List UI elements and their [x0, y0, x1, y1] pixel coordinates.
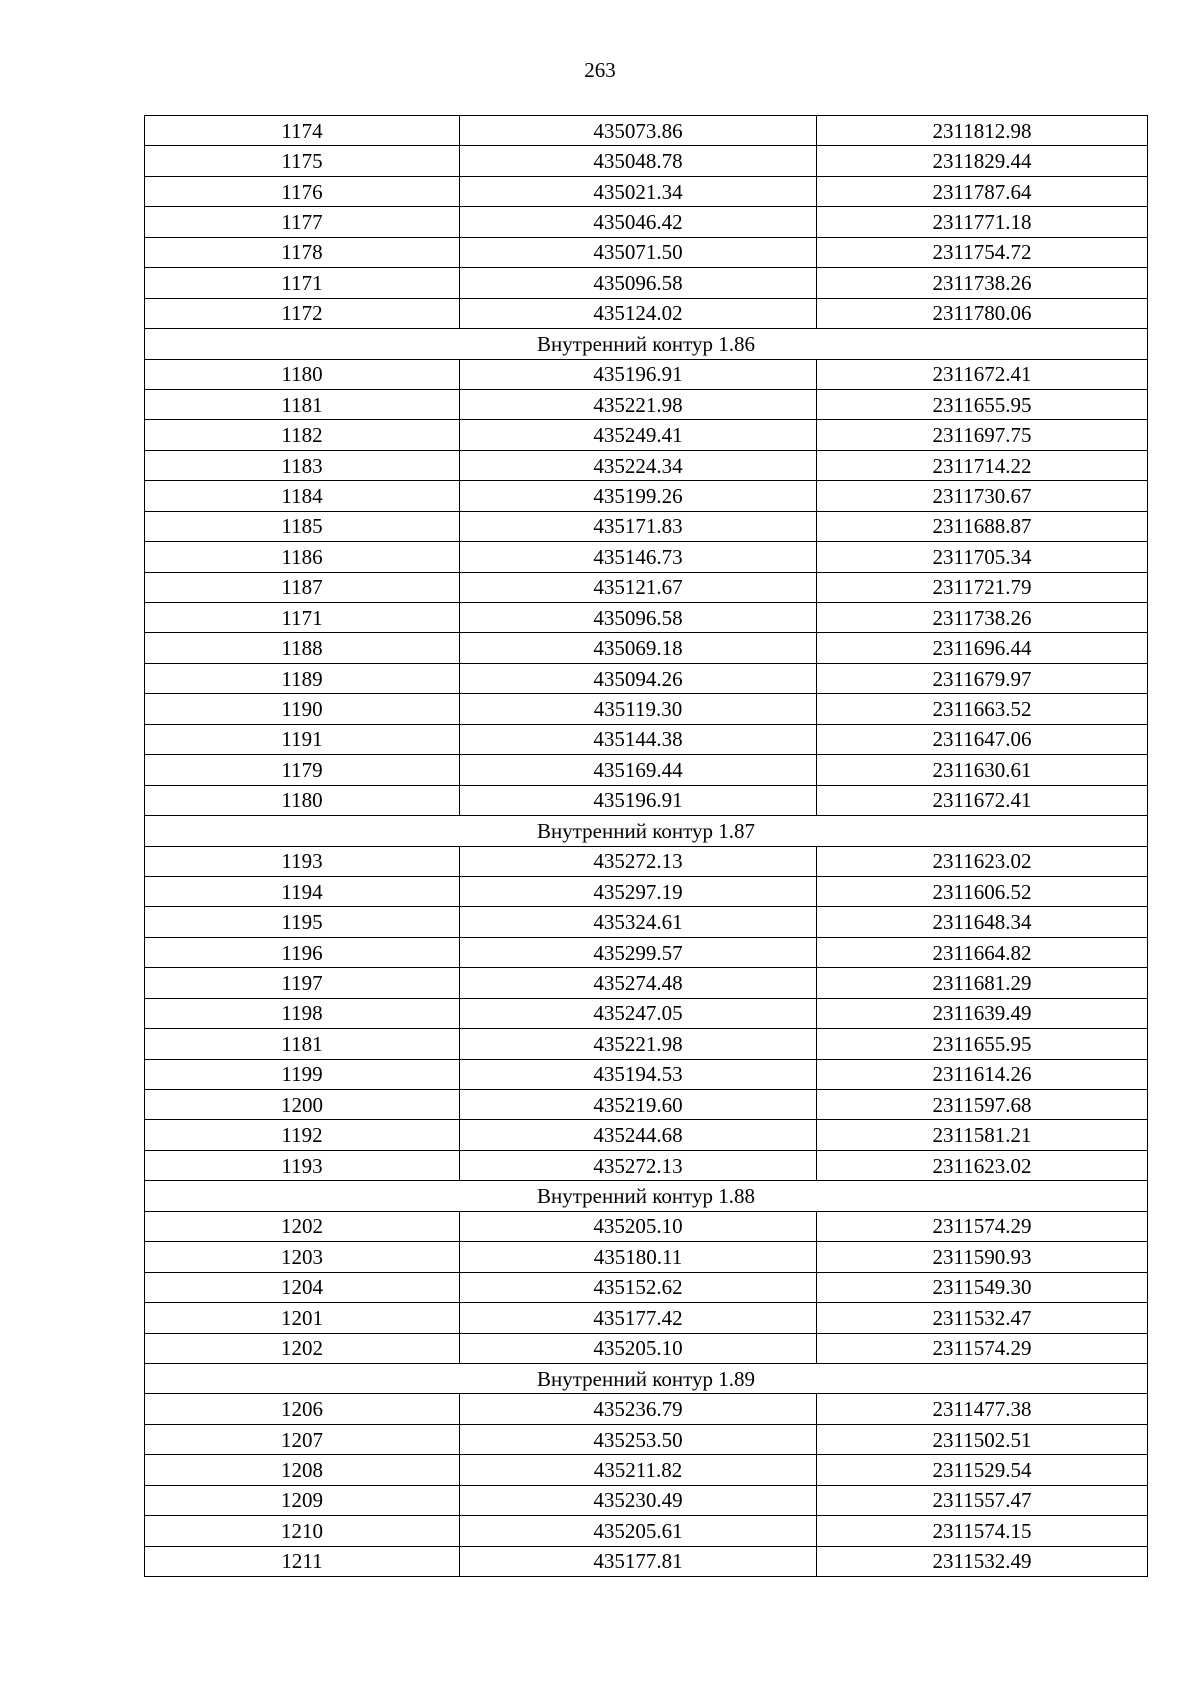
x-coordinate-cell: 435048.78 [460, 146, 817, 176]
x-coordinate-cell: 435221.98 [460, 1029, 817, 1059]
x-coordinate-cell: 435121.67 [460, 572, 817, 602]
point-number-cell: 1196 [145, 937, 460, 967]
y-coordinate-cell: 2311663.52 [817, 694, 1148, 724]
table-row [145, 755, 1148, 785]
point-number-cell: 1211 [145, 1546, 460, 1576]
y-coordinate-cell: 2311697.75 [817, 420, 1148, 450]
x-coordinate-cell: 435177.81 [460, 1546, 817, 1576]
x-coordinate-cell: 435224.34 [460, 450, 817, 480]
y-coordinate-cell: 2311738.26 [817, 603, 1148, 633]
table-row [145, 1333, 1148, 1363]
table-row [145, 998, 1148, 1028]
point-number-cell: 1177 [145, 207, 460, 237]
point-number-cell: 1185 [145, 511, 460, 541]
point-number-cell: 1193 [145, 1150, 460, 1180]
y-coordinate-cell: 2311581.21 [817, 1120, 1148, 1150]
table-row [145, 207, 1148, 237]
x-coordinate-cell: 435146.73 [460, 542, 817, 572]
x-coordinate-cell: 435046.42 [460, 207, 817, 237]
point-number-cell: 1190 [145, 694, 460, 724]
point-number-cell: 1176 [145, 176, 460, 206]
x-coordinate-cell: 435096.58 [460, 603, 817, 633]
point-number-cell: 1171 [145, 268, 460, 298]
table-row [145, 1394, 1148, 1424]
y-coordinate-cell: 2311529.54 [817, 1455, 1148, 1485]
point-number-cell: 1202 [145, 1333, 460, 1363]
section-title: Внутренний контур 1.89 [145, 1363, 1148, 1393]
section-header-row [145, 1363, 1148, 1393]
point-number-cell: 1200 [145, 1090, 460, 1120]
x-coordinate-cell: 435205.61 [460, 1516, 817, 1546]
table-row [145, 1059, 1148, 1089]
point-number-cell: 1210 [145, 1516, 460, 1546]
y-coordinate-cell: 2311787.64 [817, 176, 1148, 206]
section-title: Внутренний контур 1.87 [145, 816, 1148, 846]
section-header-row [145, 329, 1148, 359]
table-row [145, 937, 1148, 967]
x-coordinate-cell: 435274.48 [460, 968, 817, 998]
y-coordinate-cell: 2311574.29 [817, 1211, 1148, 1241]
table-row [145, 1516, 1148, 1546]
table-row [145, 1485, 1148, 1515]
point-number-cell: 1182 [145, 420, 460, 450]
x-coordinate-cell: 435194.53 [460, 1059, 817, 1089]
coordinates-table-body [145, 116, 1148, 1577]
x-coordinate-cell: 435119.30 [460, 694, 817, 724]
y-coordinate-cell: 2311590.93 [817, 1242, 1148, 1272]
table-row [145, 542, 1148, 572]
point-number-cell: 1208 [145, 1455, 460, 1485]
point-number-cell: 1188 [145, 633, 460, 663]
table-row [145, 968, 1148, 998]
section-title: Внутренний контур 1.86 [145, 329, 1148, 359]
point-number-cell: 1194 [145, 876, 460, 906]
table-row [145, 572, 1148, 602]
table-row [145, 1211, 1148, 1241]
table-row [145, 389, 1148, 419]
x-coordinate-cell: 435244.68 [460, 1120, 817, 1150]
y-coordinate-cell: 2311549.30 [817, 1272, 1148, 1302]
x-coordinate-cell: 435177.42 [460, 1303, 817, 1333]
y-coordinate-cell: 2311623.02 [817, 846, 1148, 876]
y-coordinate-cell: 2311614.26 [817, 1059, 1148, 1089]
y-coordinate-cell: 2311771.18 [817, 207, 1148, 237]
x-coordinate-cell: 435236.79 [460, 1394, 817, 1424]
section-header-row [145, 816, 1148, 846]
point-number-cell: 1180 [145, 359, 460, 389]
point-number-cell: 1179 [145, 755, 460, 785]
point-number-cell: 1201 [145, 1303, 460, 1333]
y-coordinate-cell: 2311696.44 [817, 633, 1148, 663]
y-coordinate-cell: 2311647.06 [817, 724, 1148, 754]
point-number-cell: 1198 [145, 998, 460, 1028]
table-row [145, 1120, 1148, 1150]
point-number-cell: 1207 [145, 1424, 460, 1454]
point-number-cell: 1180 [145, 785, 460, 815]
y-coordinate-cell: 2311812.98 [817, 116, 1148, 146]
x-coordinate-cell: 435211.82 [460, 1455, 817, 1485]
table-row [145, 1029, 1148, 1059]
x-coordinate-cell: 435152.62 [460, 1272, 817, 1302]
x-coordinate-cell: 435230.49 [460, 1485, 817, 1515]
y-coordinate-cell: 2311532.47 [817, 1303, 1148, 1333]
table-row [145, 176, 1148, 206]
y-coordinate-cell: 2311477.38 [817, 1394, 1148, 1424]
y-coordinate-cell: 2311664.82 [817, 937, 1148, 967]
table-row [145, 1303, 1148, 1333]
x-coordinate-cell: 435169.44 [460, 755, 817, 785]
y-coordinate-cell: 2311714.22 [817, 450, 1148, 480]
table-row [145, 116, 1148, 146]
point-number-cell: 1183 [145, 450, 460, 480]
point-number-cell: 1189 [145, 663, 460, 693]
y-coordinate-cell: 2311672.41 [817, 785, 1148, 815]
x-coordinate-cell: 435199.26 [460, 481, 817, 511]
x-coordinate-cell: 435096.58 [460, 268, 817, 298]
x-coordinate-cell: 435124.02 [460, 298, 817, 328]
point-number-cell: 1203 [145, 1242, 460, 1272]
table-row [145, 785, 1148, 815]
y-coordinate-cell: 2311648.34 [817, 907, 1148, 937]
x-coordinate-cell: 435297.19 [460, 876, 817, 906]
x-coordinate-cell: 435180.11 [460, 1242, 817, 1272]
table-row [145, 1150, 1148, 1180]
x-coordinate-cell: 435071.50 [460, 237, 817, 267]
y-coordinate-cell: 2311623.02 [817, 1150, 1148, 1180]
point-number-cell: 1184 [145, 481, 460, 511]
y-coordinate-cell: 2311655.95 [817, 1029, 1148, 1059]
table-row [145, 146, 1148, 176]
point-number-cell: 1172 [145, 298, 460, 328]
x-coordinate-cell: 435299.57 [460, 937, 817, 967]
y-coordinate-cell: 2311688.87 [817, 511, 1148, 541]
point-number-cell: 1187 [145, 572, 460, 602]
point-number-cell: 1191 [145, 724, 460, 754]
y-coordinate-cell: 2311574.15 [817, 1516, 1148, 1546]
y-coordinate-cell: 2311681.29 [817, 968, 1148, 998]
table-row [145, 663, 1148, 693]
table-row [145, 359, 1148, 389]
point-number-cell: 1197 [145, 968, 460, 998]
table-row [145, 633, 1148, 663]
x-coordinate-cell: 435272.13 [460, 846, 817, 876]
y-coordinate-cell: 2311705.34 [817, 542, 1148, 572]
y-coordinate-cell: 2311606.52 [817, 876, 1148, 906]
page-number: 263 [584, 58, 616, 82]
table-row [145, 603, 1148, 633]
x-coordinate-cell: 435069.18 [460, 633, 817, 663]
table-row [145, 511, 1148, 541]
y-coordinate-cell: 2311721.79 [817, 572, 1148, 602]
x-coordinate-cell: 435221.98 [460, 389, 817, 419]
y-coordinate-cell: 2311672.41 [817, 359, 1148, 389]
y-coordinate-cell: 2311655.95 [817, 389, 1148, 419]
x-coordinate-cell: 435094.26 [460, 663, 817, 693]
point-number-cell: 1195 [145, 907, 460, 937]
table-row [145, 1090, 1148, 1120]
point-number-cell: 1175 [145, 146, 460, 176]
table-row [145, 420, 1148, 450]
point-number-cell: 1192 [145, 1120, 460, 1150]
table-row [145, 694, 1148, 724]
y-coordinate-cell: 2311574.29 [817, 1333, 1148, 1363]
y-coordinate-cell: 2311502.51 [817, 1424, 1148, 1454]
y-coordinate-cell: 2311730.67 [817, 481, 1148, 511]
point-number-cell: 1181 [145, 389, 460, 419]
x-coordinate-cell: 435205.10 [460, 1333, 817, 1363]
x-coordinate-cell: 435247.05 [460, 998, 817, 1028]
table-row [145, 1424, 1148, 1454]
y-coordinate-cell: 2311557.47 [817, 1485, 1148, 1515]
table-row [145, 237, 1148, 267]
table-row [145, 481, 1148, 511]
coordinates-table [144, 115, 1148, 1577]
y-coordinate-cell: 2311754.72 [817, 237, 1148, 267]
point-number-cell: 1209 [145, 1485, 460, 1515]
table-row [145, 268, 1148, 298]
x-coordinate-cell: 435171.83 [460, 511, 817, 541]
x-coordinate-cell: 435219.60 [460, 1090, 817, 1120]
x-coordinate-cell: 435324.61 [460, 907, 817, 937]
y-coordinate-cell: 2311829.44 [817, 146, 1148, 176]
y-coordinate-cell: 2311630.61 [817, 755, 1148, 785]
x-coordinate-cell: 435144.38 [460, 724, 817, 754]
x-coordinate-cell: 435196.91 [460, 785, 817, 815]
point-number-cell: 1206 [145, 1394, 460, 1424]
y-coordinate-cell: 2311679.97 [817, 663, 1148, 693]
x-coordinate-cell: 435253.50 [460, 1424, 817, 1454]
point-number-cell: 1186 [145, 542, 460, 572]
table-row [145, 1272, 1148, 1302]
point-number-cell: 1193 [145, 846, 460, 876]
y-coordinate-cell: 2311597.68 [817, 1090, 1148, 1120]
point-number-cell: 1181 [145, 1029, 460, 1059]
section-header-row [145, 1181, 1148, 1211]
y-coordinate-cell: 2311738.26 [817, 268, 1148, 298]
point-number-cell: 1174 [145, 116, 460, 146]
table-row [145, 907, 1148, 937]
point-number-cell: 1178 [145, 237, 460, 267]
table-row [145, 1546, 1148, 1576]
point-number-cell: 1171 [145, 603, 460, 633]
table-row [145, 876, 1148, 906]
point-number-cell: 1202 [145, 1211, 460, 1241]
table-row [145, 846, 1148, 876]
point-number-cell: 1204 [145, 1272, 460, 1302]
y-coordinate-cell: 2311639.49 [817, 998, 1148, 1028]
x-coordinate-cell: 435196.91 [460, 359, 817, 389]
table-row [145, 298, 1148, 328]
x-coordinate-cell: 435272.13 [460, 1150, 817, 1180]
table-row [145, 1455, 1148, 1485]
table-row [145, 724, 1148, 754]
x-coordinate-cell: 435073.86 [460, 116, 817, 146]
point-number-cell: 1199 [145, 1059, 460, 1089]
section-title: Внутренний контур 1.88 [145, 1181, 1148, 1211]
table-row [145, 1242, 1148, 1272]
y-coordinate-cell: 2311780.06 [817, 298, 1148, 328]
x-coordinate-cell: 435205.10 [460, 1211, 817, 1241]
x-coordinate-cell: 435021.34 [460, 176, 817, 206]
table-row [145, 450, 1148, 480]
x-coordinate-cell: 435249.41 [460, 420, 817, 450]
y-coordinate-cell: 2311532.49 [817, 1546, 1148, 1576]
